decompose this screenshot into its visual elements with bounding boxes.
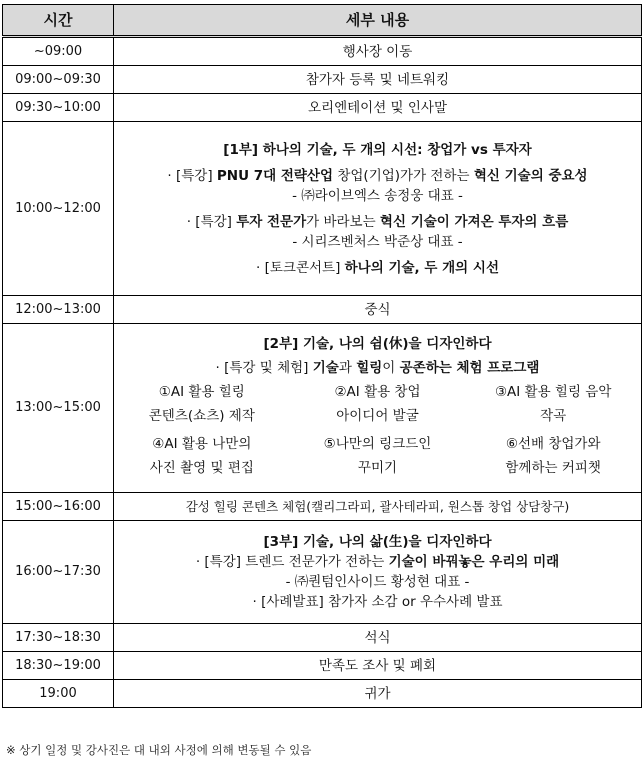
time-cell: ~09:00: [3, 37, 114, 66]
header-time: 시간: [3, 5, 114, 37]
program-item: ④AI 활용 나만의 사진 촬영 및 편집: [149, 436, 254, 476]
detail-cell: [114, 521, 642, 624]
program-item: ③AI 활용 힐링 음악 작곡: [494, 384, 612, 424]
part1-speaker2: - 시리즈벤처스 박준상 대표 -: [292, 233, 463, 250]
table-row: [3, 624, 642, 652]
footnote: ※ 상기 일정 및 강사진은 대 내외 사정에 의해 변동될 수 있음: [6, 743, 312, 757]
detail-cell: [114, 122, 642, 296]
program-grid: [114, 378, 641, 482]
time-cell: 19:00: [3, 680, 114, 708]
part3-talk1: · [특강] 트렌드 전문가가 전하는 기술이 바꿔놓은 우리의 미래: [195, 554, 560, 570]
part1-talk3: · [토크콘서트] 하나의 기술, 두 개의 시선: [256, 259, 499, 276]
detail-cell: [114, 324, 642, 493]
time-cell: 15:00~16:00: [3, 493, 114, 521]
table-row: [3, 652, 642, 680]
program-item: ①AI 활용 힐링 콘텐츠(쇼츠) 제작: [148, 384, 255, 424]
time-cell: 09:00~09:30: [3, 66, 114, 94]
table-row: [3, 37, 642, 66]
part2-title: [2부] 기술, 나의 쉼(休)을 디자인하다: [263, 336, 492, 352]
part1-speaker1: - ㈜라이브엑스 송정웅 대표 -: [292, 187, 463, 204]
time-cell: 16:00~17:30: [3, 521, 114, 624]
table-row-part2: [3, 324, 642, 493]
time-cell: 12:00~13:00: [3, 296, 114, 324]
program-item: ②AI 활용 창업 아이디어 발굴: [334, 384, 421, 424]
part3-title: [3부] 기술, 나의 삶(生)을 디자인하다: [263, 534, 492, 550]
table-header-row: [3, 5, 642, 37]
table-row: [3, 66, 642, 94]
program-item: ⑤나만의 링크드인 꾸미기: [323, 436, 432, 476]
detail-cell: 행사장 이동: [114, 37, 642, 66]
detail-cell: 귀가: [114, 680, 642, 708]
part1-talk1: · [특강] PNU 7대 전략산업 창업(기업)가가 전하는 혁신 기술의 중요성: [167, 167, 588, 184]
table-row: [3, 493, 642, 521]
program-item: ⑥선배 창업가와 함께하는 커피챗: [505, 436, 601, 476]
detail-cell: 오리엔테이션 및 인사말: [114, 94, 642, 122]
time-cell: 17:30~18:30: [3, 624, 114, 652]
detail-cell: 중식: [114, 296, 642, 324]
detail-cell: 감성 힐링 콘텐츠 체험(캘리그라피, 괄사테라피, 원스톱 창업 상담창구): [114, 493, 642, 521]
part1-talk2: · [특강] 투자 전문가가 바라보는 혁신 기술이 가져온 투자의 흐름: [186, 213, 569, 230]
table-row-part3: [3, 521, 642, 624]
table-row: [3, 94, 642, 122]
table-row: [3, 296, 642, 324]
schedule-table: [2, 4, 642, 708]
time-cell: 18:30~19:00: [3, 652, 114, 680]
part1-title: [1부] 하나의 기술, 두 개의 시선: 창업가 vs 투자자: [223, 141, 532, 158]
detail-cell: 만족도 조사 및 폐회: [114, 652, 642, 680]
part3-talk2: · [사례발표] 참가자 소감 or 우수사례 발표: [252, 594, 503, 610]
time-cell: 09:30~10:00: [3, 94, 114, 122]
time-cell: 10:00~12:00: [3, 122, 114, 296]
time-cell: 13:00~15:00: [3, 324, 114, 493]
table-row: [3, 680, 642, 708]
part3-speaker1: - ㈜퀀텀인사이드 황성현 대표 -: [285, 574, 470, 590]
part2-intro: · [특강 및 체험] 기술과 힐링이 공존하는 체험 프로그램: [215, 360, 540, 376]
header-detail: 세부 내용: [114, 5, 642, 37]
detail-cell: 참가자 등록 및 네트워킹: [114, 66, 642, 94]
table-row-part1: [3, 122, 642, 296]
detail-cell: 석식: [114, 624, 642, 652]
